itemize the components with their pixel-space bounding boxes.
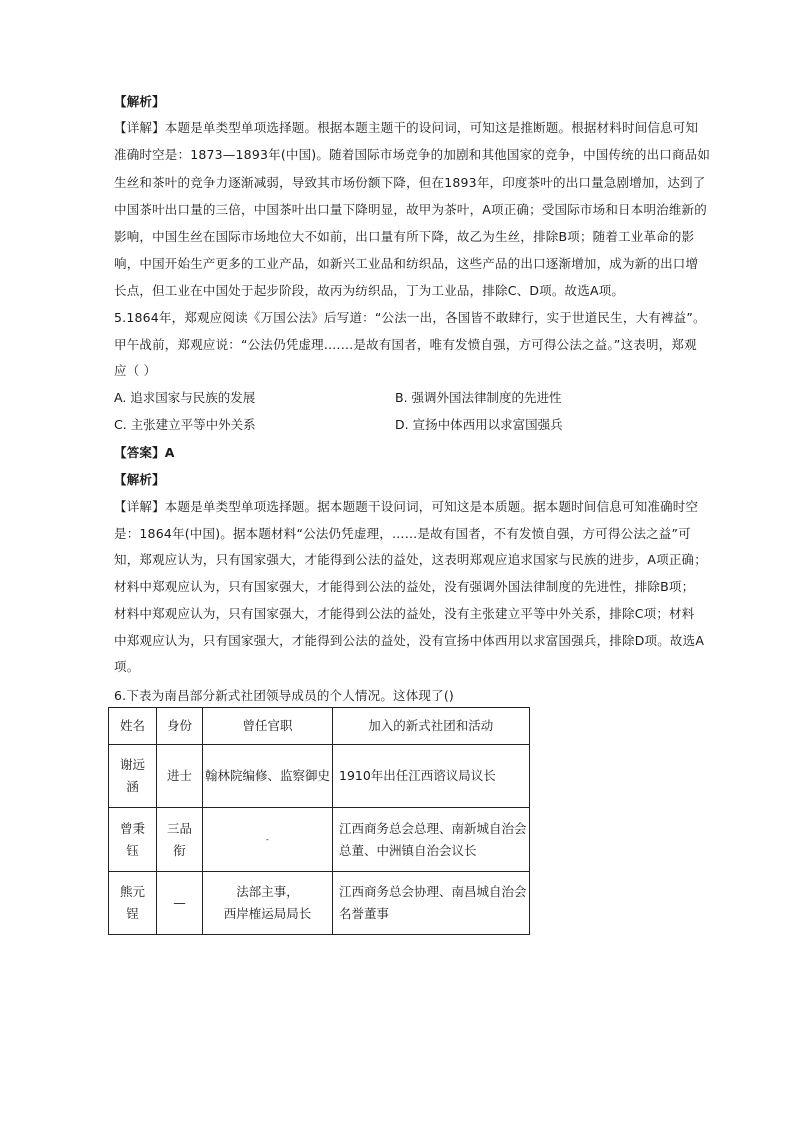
header-identity: 身份 (157, 708, 203, 745)
cell-activities: 1910年出任江西谘议局议长 (333, 745, 530, 808)
explain-1-line: 中国茶叶出口量的三倍，中国茶叶出口量下降明显，故甲为茶叶，A项正确；受国际市场和日本明治维新的 (114, 202, 707, 217)
cell-identity: — (157, 872, 203, 935)
explain-1-line: 【详解】本题是单类型单项选择题。根据本题主题干的设问词，可知这是推断题。根据材料时间信息可知 (114, 120, 699, 135)
option-b: B. 强调外国法律制度的先进性 (395, 390, 562, 405)
question-5-stem: 应（ ） (114, 363, 157, 378)
cell-name: 谢远 涵 (109, 745, 157, 808)
explain-2-line: 【详解】本题是单类型单项选择题。据本题题干设问词，可知这是本质题。据本题时间信息可知准确时空 (114, 499, 699, 514)
officials-table (108, 707, 530, 935)
cell-name: 熊元 锃 (109, 872, 157, 935)
explain-2-line: 项。 (114, 659, 140, 674)
explain-1-line: 准确时空是：1873—1893年(中国)。随着国际市场竞争的加剧和其他国家的竞争，中国传统的出口商品如 (114, 147, 711, 162)
table-row (109, 745, 530, 808)
cell-office: 翰林院编修、监察御史 (203, 745, 333, 808)
analysis-label-2: 【解析】 (114, 472, 165, 487)
cell-activities: 江西商务总会总理、南新城自治会 总董、中洲镇自治会议长 (333, 808, 530, 872)
explain-2-line: 中郑观应认为，只有国家强大，才能得到公法的益处，没有宣扬中体西用以求富国强兵，排除D项。故选A (114, 633, 705, 648)
cell-identity: 三品 衔 (157, 808, 203, 872)
explain-2-line: 是：1864年(中国)。据本题材料“公法仍凭虚理，……是故有国者，不有发愤自强，方可得公法之益”可 (114, 526, 691, 541)
option-d: D. 宣扬中体西用以求富国强兵 (395, 417, 563, 432)
explain-1-line: 长点，但工业在中国处于起步阶段，故丙为纺织品，丁为工业品，排除C、D项。故选A项。 (114, 283, 625, 298)
table-header-row (109, 708, 530, 745)
analysis-label-1: 【解析】 (114, 94, 165, 109)
option-c: C. 主张建立平等中外关系 (114, 417, 256, 432)
explain-2-line: 知，郑观应认为，只有国家强大，才能得到公法的益处，这表明郑观应追求国家与民族的进步，A项正确； (114, 552, 707, 567)
cell-activities: 江西商务总会协理、南昌城自治会 名誉董事 (333, 872, 530, 935)
table-row (109, 872, 530, 935)
explain-2-line: 材料中郑观应认为，只有国家强大，才能得到公法的益处，没有主张建立平等中外关系，排除C项；材料 (114, 606, 695, 621)
option-a: A. 追求国家与民族的发展 (114, 390, 256, 405)
explain-1-line: 生丝和茶叶的竞争力逐渐减弱，导致其市场份额下降，但在1893年，印度茶叶的出口量急剧增加，达到了 (114, 175, 706, 190)
question-6-stem: 6.下表为南昌部分新式社团领导成员的个人情况。这体现了() (114, 688, 454, 703)
answer-label: 【答案】A (114, 445, 175, 460)
table-row (109, 808, 530, 872)
cell-identity: 进士 (157, 745, 203, 808)
cell-office: 法部主事， 西岸榷运局局长 (203, 872, 333, 935)
header-name: 姓名 (109, 708, 157, 745)
header-activities: 加入的新式社团和活动 (333, 708, 530, 745)
explain-2-line: 材料中郑观应认为，只有国家强大，才能得到公法的益处，没有强调外国法律制度的先进性，排除B项； (114, 579, 695, 594)
question-5-stem: 5.1864年，郑观应阅读《万国公法》后写道：“公法一出，各国皆不敢肆行，实于世道民生，大有裨益”。 (114, 310, 706, 325)
cell-office: - (203, 808, 333, 872)
explain-1-line: 响，中国开始生产更多的工业产品，如新兴工业品和纺织品，这些产品的出口逐渐增加，成为新的出口增 (114, 256, 699, 271)
explain-1-line: 影响，中国生丝在国际市场地位大不如前，出口量有所下降，故乙为生丝，排除B项；随着工业革命的影 (114, 229, 695, 244)
question-5-stem: 甲午战前，郑观应说：“公法仍凭虚理.……是故有国者，唯有发愤自强，方可得公法之益。”这表明，郑观 (114, 337, 697, 352)
header-office: 曾任官职 (203, 708, 333, 745)
cell-name: 曾秉 钰 (109, 808, 157, 872)
